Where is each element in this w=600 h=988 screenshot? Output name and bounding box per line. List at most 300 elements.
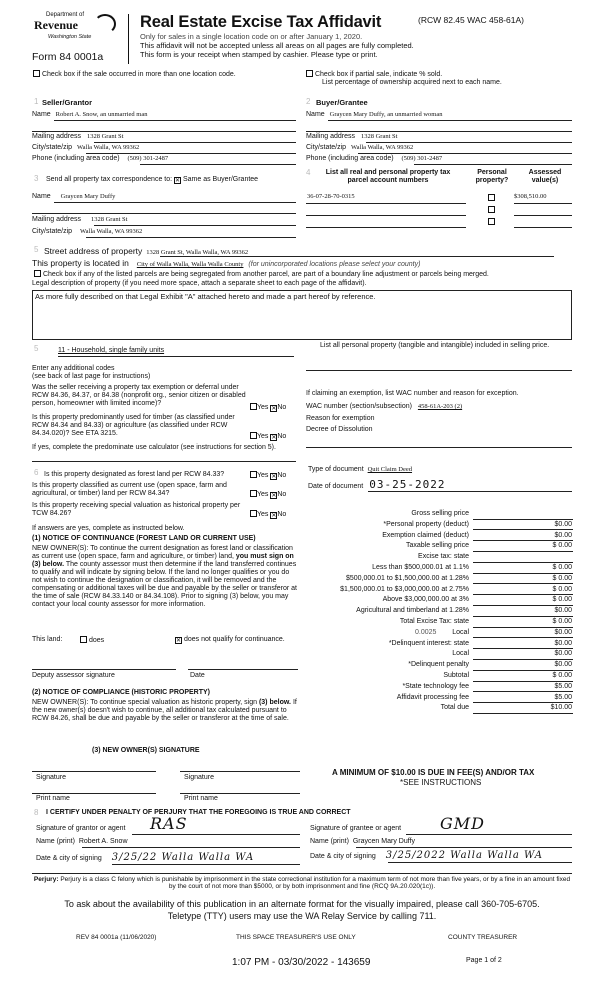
certify-heading: I CERTIFY UNDER PENALTY OF PERJURY THAT THE FOREGOING IS TRUE AND CORRECT bbox=[46, 809, 351, 816]
fee-value[interactable] bbox=[473, 553, 573, 563]
fee-amount: $0.00 bbox=[554, 639, 572, 647]
document-type-value[interactable]: Quit Claim Deed bbox=[367, 466, 413, 473]
does-not-option[interactable] bbox=[175, 636, 285, 644]
buyer-phone-value[interactable]: (509) 301-2487 bbox=[401, 155, 443, 162]
fee-amount: $5.00 bbox=[554, 682, 572, 690]
deputy-date-line bbox=[188, 669, 298, 670]
notice-compliance-title: (2) NOTICE OF COMPLIANCE (HISTORIC PROPERTY) bbox=[32, 689, 210, 696]
reason-label: Reason for exemption bbox=[306, 415, 375, 422]
yes-label: Yes bbox=[257, 433, 269, 440]
fee-label: *Delinquent penalty bbox=[408, 661, 469, 669]
fee-amount: $0.00 bbox=[554, 650, 572, 658]
fee-label: Total due bbox=[440, 704, 469, 712]
buyer-extra-line bbox=[306, 131, 572, 132]
fee-amount: $5.00 bbox=[554, 693, 572, 701]
fee-label: $500,000.01 to $1,500,000.00 at 1.28% bbox=[346, 574, 469, 582]
fee-label: Local bbox=[452, 650, 469, 658]
fee-value[interactable] bbox=[473, 596, 573, 606]
fee-label: Affidavit processing fee bbox=[396, 693, 469, 701]
sec5-divider bbox=[32, 461, 296, 462]
seller-phone-row bbox=[32, 155, 168, 163]
current-use-no-checkbox[interactable]: ✕ bbox=[271, 493, 277, 499]
fee-row bbox=[305, 650, 575, 661]
fee-label: Less than $500,000.01 at 1.1% bbox=[372, 564, 469, 571]
grantee-name-row bbox=[310, 838, 415, 846]
buyer-mailing-line bbox=[366, 142, 572, 143]
fee-row bbox=[305, 532, 575, 543]
grantor-name-row bbox=[36, 838, 128, 846]
parcel-line bbox=[306, 227, 466, 228]
owner-sig-line-1 bbox=[32, 771, 156, 772]
fee-amount: $0.00 bbox=[554, 607, 572, 615]
same-as-buyer-checkbox[interactable]: ✕ bbox=[175, 178, 181, 184]
seller-name-value[interactable]: Robert A. Snow, an unmarried man bbox=[55, 111, 148, 118]
buyer-name-row bbox=[306, 111, 442, 119]
grantor-date-value[interactable]: 3/25/22 Walla Walla WA bbox=[111, 852, 255, 863]
wac-row bbox=[306, 403, 462, 411]
section-number-5a: 5 bbox=[34, 245, 39, 254]
grantee-signature[interactable]: GMD bbox=[440, 814, 485, 833]
parcel-row-2 bbox=[306, 204, 572, 216]
partial-sale-label: Check box if partial sale, indicate % sold. bbox=[314, 71, 443, 78]
seller-mailing-value[interactable]: 1328 Grant St bbox=[86, 133, 124, 140]
fee-row bbox=[305, 694, 575, 705]
personal-property-list-label: List all personal property (tangible and intangible) included in selling price. bbox=[320, 342, 550, 349]
multi-location-checkbox[interactable] bbox=[33, 70, 40, 77]
logo-swoosh-icon bbox=[94, 14, 116, 34]
correspondence-city-label: City/state/zip bbox=[32, 228, 73, 235]
fee-amount: $0.00 bbox=[554, 531, 572, 539]
correspondence-mailing-label: Mailing address bbox=[32, 216, 82, 223]
logo-dept-line: Department of bbox=[46, 12, 85, 18]
current-use-yes-checkbox[interactable] bbox=[250, 490, 257, 497]
segregated-check[interactable] bbox=[34, 270, 574, 279]
fee-row bbox=[305, 542, 575, 553]
page-title: Real Estate Excise Tax Affidavit bbox=[140, 13, 382, 31]
section-number-6: 6 bbox=[34, 468, 39, 477]
personal-property-checkbox[interactable] bbox=[488, 218, 495, 225]
grantor-signature[interactable]: RAS bbox=[150, 814, 188, 833]
fee-amount: $ 0.00 bbox=[552, 585, 572, 593]
section-number-1: 1 bbox=[34, 97, 39, 106]
multi-location-label: Check box if the sale occurred in more than one location code. bbox=[41, 71, 236, 78]
fee-row bbox=[305, 629, 575, 640]
correspondence-mailing-value[interactable]: 1328 Grant St bbox=[90, 216, 128, 223]
grantor-sig-label: Signature of grantor or agent bbox=[36, 825, 126, 832]
partial-sale-hint: List percentage of ownership acquired next to each name. bbox=[322, 79, 502, 86]
segregated-checkbox[interactable] bbox=[34, 270, 41, 277]
parcel-number[interactable]: 36-07-28-70-0315 bbox=[307, 193, 355, 200]
grantee-sig-label: Signature of grantee or agent bbox=[310, 825, 402, 832]
notice-compliance-bold: (3) below. bbox=[258, 699, 291, 706]
fee-row bbox=[305, 564, 575, 575]
this-land-label: This land: bbox=[32, 636, 63, 643]
buyer-phone-row bbox=[306, 155, 442, 163]
parcel-assessed[interactable]: $308,510.00 bbox=[514, 193, 547, 200]
fee-value[interactable] bbox=[473, 542, 573, 552]
correspondence-city-value[interactable]: Walla Walla, WA 99362 bbox=[80, 228, 143, 235]
fee-value[interactable] bbox=[473, 640, 573, 650]
section-number-2: 2 bbox=[306, 97, 311, 106]
corr-city-line bbox=[86, 237, 296, 238]
document-date-row bbox=[308, 479, 445, 492]
fee-rate: 0.0025 bbox=[415, 628, 437, 636]
grantee-date-row bbox=[310, 850, 543, 862]
legal-description-text: As more fully described on that Legal Exhibit "A" attached hereto and made a part hereof by reference. bbox=[35, 292, 376, 301]
correspondence-row bbox=[46, 176, 258, 184]
revision: REV 84 0001a (11/06/2020) bbox=[76, 934, 157, 941]
additional-codes-label: Enter any additional codes bbox=[32, 365, 115, 372]
owner-name-line-2 bbox=[180, 793, 300, 794]
seller-extra-line bbox=[32, 131, 296, 132]
deputy-sig-line bbox=[32, 669, 176, 670]
fee-row bbox=[305, 661, 575, 672]
fee-label: Excise tax: state bbox=[418, 553, 469, 561]
pp-line-1 bbox=[306, 370, 572, 371]
fee-label: Subtotal bbox=[443, 672, 469, 679]
correspondence-name-label: Name bbox=[32, 193, 51, 200]
partial-sale-check[interactable] bbox=[306, 70, 442, 79]
header-subline-1: Only for sales in a single location code on or after January 1, 2020. bbox=[140, 32, 363, 41]
current-use-yes-no bbox=[250, 490, 286, 499]
located-row bbox=[32, 259, 420, 269]
grantee-sig-line bbox=[406, 834, 572, 835]
if-yes-note: If answers are yes, complete as instructed below. bbox=[32, 525, 185, 532]
correspondence-name-value[interactable]: Graycen Mary Duffy bbox=[60, 193, 116, 200]
wac-value[interactable]: 458-61A-203 (2) bbox=[417, 403, 463, 410]
assessed-line bbox=[514, 227, 572, 228]
seller-city-value[interactable]: Walla Walla, WA 99362 bbox=[77, 144, 140, 151]
seller-name-label: Name bbox=[32, 111, 51, 118]
fee-amount: $ 0.00 bbox=[552, 596, 572, 604]
buyer-city-value[interactable]: Walla Walla, WA 99362 bbox=[351, 144, 414, 151]
fee-label: Exemption claimed (deduct) bbox=[382, 531, 469, 539]
cashier-stamp: 1:07 PM - 03/30/2022 - 143659 bbox=[232, 957, 371, 968]
grantor-name-line bbox=[82, 847, 300, 848]
section-number-5b: 5 bbox=[34, 344, 39, 353]
personal-property-checkbox[interactable] bbox=[488, 206, 495, 213]
fee-label: $1,500,000.01 to $3,000,000.00 at 2.75% bbox=[340, 585, 469, 593]
fee-row bbox=[305, 672, 575, 683]
no-label: No bbox=[277, 472, 287, 479]
fee-amount: $0.00 bbox=[554, 628, 572, 636]
grantor-name-value[interactable]: Robert A. Snow bbox=[78, 838, 128, 845]
seller-phone-line bbox=[140, 164, 296, 165]
parcel-row-1 bbox=[306, 192, 572, 204]
forest-land-question: Is this property designated as forest land per RCW 84.33? bbox=[44, 471, 225, 478]
assessed-value-heading: Assessed value(s) bbox=[528, 169, 562, 185]
wac-label: WAC number (section/subsection) bbox=[306, 403, 412, 410]
fee-value[interactable] bbox=[473, 672, 573, 682]
fee-row bbox=[305, 510, 575, 521]
seller-city-line bbox=[86, 153, 296, 154]
no-label: No bbox=[277, 404, 287, 411]
street-address-value[interactable]: 1328 Grant St, Walla Walla, WA 99362 bbox=[146, 249, 249, 256]
fee-value[interactable] bbox=[473, 510, 573, 520]
grantor-date-label: Date & city of signing bbox=[36, 855, 102, 862]
yes-label: Yes bbox=[257, 511, 269, 518]
does-option[interactable] bbox=[80, 636, 104, 645]
treasurer-use-only: THIS SPACE TREASURER'S USE ONLY bbox=[236, 934, 356, 941]
buyer-city-label: City/state/zip bbox=[306, 144, 347, 151]
does-not-checkbox[interactable]: ✕ bbox=[176, 638, 182, 644]
fee-amount: $ 0.00 bbox=[552, 618, 572, 625]
correspondence-city-row bbox=[32, 228, 142, 236]
document-type-label: Type of document bbox=[308, 466, 364, 473]
personal-property-heading: Personal property? bbox=[475, 169, 509, 185]
grantee-date-line bbox=[388, 862, 572, 863]
fee-label: Above $3,000,000.00 at 3% bbox=[382, 596, 469, 604]
fee-row bbox=[305, 596, 575, 607]
perjury-notice bbox=[32, 876, 572, 891]
seller-heading: Seller/Grantor bbox=[42, 98, 93, 107]
multi-location-check[interactable] bbox=[33, 70, 236, 79]
historical-yes-no bbox=[250, 510, 286, 519]
fee-row bbox=[305, 683, 575, 694]
buyer-name-line bbox=[328, 120, 572, 121]
located-hint: (for unincorporated locations please select your county) bbox=[248, 261, 421, 268]
notice-compliance-body bbox=[32, 699, 300, 723]
buyer-city-row bbox=[306, 144, 413, 152]
fee-label: *Delinquent interest: state bbox=[388, 639, 469, 647]
footer-divider bbox=[32, 873, 572, 874]
yes-label: Yes bbox=[257, 404, 269, 411]
exemption-yes-no bbox=[250, 403, 286, 412]
grantee-date-label: Date & city of signing bbox=[310, 853, 376, 860]
section-number-3: 3 bbox=[34, 174, 39, 183]
perjury-text: Perjury is a class C felony which is punishable by imprisonment in the state correctional institution for a maximum term of not more than five years, or by a fine in an amount fixed by the court of not more than $5000, or by both imprisonment and fine (RCQ 9A.20.020(1c)). bbox=[60, 876, 571, 891]
additional-codes-hint: (see back of last page for instructions) bbox=[32, 373, 151, 380]
buyer-mailing-row bbox=[306, 133, 397, 141]
owner-name-line-1 bbox=[32, 793, 156, 794]
buyer-city-line bbox=[358, 153, 572, 154]
forest-no-checkbox[interactable]: ✕ bbox=[271, 474, 277, 480]
timber-no-checkbox[interactable]: ✕ bbox=[271, 435, 277, 441]
correspondence-name-row bbox=[32, 193, 115, 201]
fee-row bbox=[305, 521, 575, 532]
historical-question: Is this property receiving special valuation as historical property per TCW 84.26? bbox=[32, 502, 241, 518]
notice-continuance-title: (1) NOTICE OF CONTINUANCE (FOREST LAND OR CURRENT USE) bbox=[32, 535, 256, 542]
reason-line bbox=[306, 447, 572, 448]
fee-row bbox=[305, 704, 575, 715]
buyer-phone-line bbox=[414, 164, 572, 165]
fee-amount: $10.00 bbox=[550, 704, 572, 712]
fee-row bbox=[305, 618, 575, 629]
yes-label: Yes bbox=[257, 491, 269, 498]
grantee-date-value[interactable]: 3/25/2022 Walla Walla WA bbox=[385, 850, 543, 861]
fee-value[interactable] bbox=[473, 618, 573, 628]
partial-sale-checkbox[interactable] bbox=[306, 70, 313, 77]
use-code-value[interactable]: 11 - Household, single family units bbox=[58, 347, 165, 354]
fee-value[interactable] bbox=[473, 650, 573, 660]
does-checkbox[interactable] bbox=[80, 636, 87, 643]
predominate-use-note: If yes, complete the predominate use calculator (see instructions for section 5). bbox=[32, 444, 276, 451]
fee-value[interactable] bbox=[473, 564, 573, 574]
parcel-row-3 bbox=[306, 216, 572, 228]
no-label: No bbox=[277, 511, 287, 518]
new-owner-signature-heading: (3) NEW OWNER(S) SIGNATURE bbox=[92, 747, 200, 754]
buyer-name-label: Name bbox=[306, 111, 325, 118]
historical-no-checkbox[interactable]: ✕ bbox=[271, 513, 277, 519]
owner-signature-label-2: Signature bbox=[184, 774, 214, 781]
grantor-date-line bbox=[112, 864, 300, 865]
document-date-line bbox=[368, 491, 572, 492]
owner-signature-label-1: Signature bbox=[36, 774, 66, 781]
fee-row bbox=[305, 586, 575, 597]
header-subline-2: This affidavit will not be accepted unless all areas on all pages are fully completed. bbox=[140, 41, 414, 50]
grantee-name-value[interactable]: Graycen Mary Duffy bbox=[352, 838, 415, 845]
exemption-wac-label: If claiming an exemption, list WAC number and reason for exception. bbox=[306, 390, 519, 397]
fee-value[interactable] bbox=[473, 607, 573, 617]
header-subline-3: This form is your receipt when stamped by cashier. Please type or print. bbox=[140, 50, 378, 59]
yes-label: Yes bbox=[257, 472, 269, 479]
owner-sig-line-2 bbox=[180, 771, 300, 772]
notice-continuance-a: NEW OWNER(S): To continue the current designation as forest land or classification as current use (open space, farm and agriculture, or timber) land, bbox=[32, 545, 293, 561]
exemption-yes-checkbox[interactable] bbox=[250, 403, 257, 410]
deputy-date-label: Date bbox=[190, 672, 205, 679]
fee-amount: $ 0.00 bbox=[552, 542, 572, 550]
header-divider bbox=[128, 14, 129, 64]
parcel-heading-2: parcel account numbers bbox=[347, 177, 429, 185]
fee-row bbox=[305, 640, 575, 651]
fee-amount: $ 0.00 bbox=[552, 564, 572, 571]
exemption-no-checkbox[interactable]: ✕ bbox=[271, 406, 277, 412]
fee-value[interactable] bbox=[473, 683, 573, 693]
seller-mailing-label: Mailing address bbox=[32, 133, 82, 140]
buyer-phone-label: Phone (including area code) bbox=[306, 155, 394, 162]
document-type-row bbox=[308, 466, 412, 474]
grantee-name-label: Name (print) bbox=[310, 838, 349, 845]
fee-value[interactable] bbox=[473, 704, 573, 714]
page-number: Page 1 of 2 bbox=[466, 957, 502, 964]
timber-yes-no bbox=[250, 432, 286, 441]
seller-city-row bbox=[32, 144, 139, 152]
fee-value[interactable] bbox=[473, 521, 573, 531]
fee-label: Taxable selling price bbox=[405, 542, 469, 550]
seller-mailing-line bbox=[94, 142, 296, 143]
reason-value[interactable]: Decree of Dissolution bbox=[306, 426, 373, 433]
corr-extra-line bbox=[32, 213, 296, 214]
fee-amount: $ 0.00 bbox=[552, 574, 572, 582]
notice-continuance-body bbox=[32, 545, 300, 609]
perjury-bold: Perjury: bbox=[33, 876, 59, 883]
located-value[interactable]: City of Walla Walla, Walla Walla County bbox=[136, 261, 244, 268]
same-as-buyer-label: Same as Buyer/Grantee bbox=[182, 176, 259, 183]
historical-yes-checkbox[interactable] bbox=[250, 510, 257, 517]
segregated-label: Check box if any of the listed parcels are being segregated from another parcel, are part of a boundary line adjustment or parcels being merged. bbox=[42, 271, 489, 278]
fee-row bbox=[305, 553, 575, 564]
buyer-mailing-label: Mailing address bbox=[306, 133, 356, 140]
fee-value[interactable] bbox=[473, 694, 573, 704]
fee-value[interactable] bbox=[473, 532, 573, 542]
seller-mailing-row bbox=[32, 133, 123, 141]
seller-name-line bbox=[54, 120, 296, 121]
fee-value[interactable] bbox=[473, 586, 573, 596]
fee-amount: $0.00 bbox=[554, 661, 572, 669]
grantor-name-label: Name (print) bbox=[36, 838, 75, 845]
does-label: does bbox=[88, 637, 105, 644]
fee-row bbox=[305, 575, 575, 586]
seller-phone-value[interactable]: (509) 301-2487 bbox=[127, 155, 169, 162]
fee-label: Agricultural and timberland at 1.28% bbox=[356, 607, 469, 615]
buyer-mailing-value[interactable]: 1328 Grant St bbox=[360, 133, 398, 140]
forest-yes-checkbox[interactable] bbox=[250, 471, 257, 478]
owner-print-name-label-1: Print name bbox=[36, 795, 70, 802]
fee-value[interactable] bbox=[473, 575, 573, 585]
notice-compliance-a: NEW OWNER(S): To continue special valuation as historic property, sign bbox=[32, 699, 257, 706]
located-label: This property is located in bbox=[32, 258, 129, 268]
does-not-label: does not qualify for continuance. bbox=[183, 636, 285, 643]
legal-description-box[interactable] bbox=[32, 290, 572, 340]
correspondence-mailing-row bbox=[32, 216, 127, 224]
corr-mailing-line bbox=[94, 225, 296, 226]
dor-logo bbox=[34, 12, 124, 50]
notice-compliance-b: If the new owner(s) doesn't wish to continue, all additional tax calculated pursuant to RCW 84.26, shall be due and payable by the seller or transferor at the time of sale. bbox=[32, 699, 297, 723]
exemption-question: Was the seller receiving a property tax exemption or deferral under RCW 84.36, 84.37, or 84.38 (nonprofit org., senior citizen or disabled person, homeowner with limited income)? bbox=[32, 384, 246, 408]
notice-continuance-bold: you must sign on (3) below. bbox=[32, 553, 294, 569]
buyer-name-value[interactable]: Graycen Mary Duffy, an unmarried woman bbox=[329, 111, 443, 118]
timber-yes-checkbox[interactable] bbox=[250, 432, 257, 439]
grantor-date-row bbox=[36, 852, 254, 864]
alt-format-line-1: To ask about the availability of this publication in an alternate format for the visually impaired, please call 360-705-6705. bbox=[64, 899, 540, 909]
fee-amount: $0.00 bbox=[554, 520, 572, 528]
seller-phone-label: Phone (including area code) bbox=[32, 155, 120, 162]
logo-state: Washington State bbox=[48, 34, 92, 40]
fee-label: *Personal property (deduct) bbox=[383, 520, 469, 528]
alt-format-line-2: Teletype (TTY) users may use the WA Relay Service by calling 711. bbox=[167, 911, 437, 921]
grantee-name-line bbox=[356, 847, 572, 848]
owner-print-name-label-2: Print name bbox=[184, 795, 218, 802]
rcw-reference: (RCW 82.45 WAC 458-61A) bbox=[418, 15, 524, 25]
fee-label: Total Excise Tax: state bbox=[399, 618, 469, 625]
fee-label: *State technology fee bbox=[402, 682, 469, 690]
street-address-label: Street address of property bbox=[44, 246, 143, 256]
section-number-4: 4 bbox=[306, 168, 311, 177]
forest-yes-no bbox=[250, 471, 286, 480]
document-date-value[interactable]: 03-25-2022 bbox=[369, 478, 446, 491]
buyer-heading: Buyer/Grantee bbox=[316, 98, 368, 107]
parcel-heading-1: List all real and personal property tax bbox=[325, 169, 451, 176]
section-number-8: 8 bbox=[34, 808, 39, 817]
form-number: Form 84 0001a bbox=[32, 51, 104, 63]
fee-row bbox=[305, 607, 575, 618]
fee-amount: $ 0.00 bbox=[552, 672, 572, 679]
current-use-question: Is this property classified as current use (open space, farm and agricultural, or timber) land per RCW 84.34? bbox=[32, 482, 227, 498]
logo-revenue: Revenue bbox=[34, 18, 78, 32]
correspondence-label: Send all property tax correspondence to: bbox=[46, 176, 173, 183]
deputy-signature-label: Deputy assessor signature bbox=[32, 672, 115, 679]
grantor-sig-line bbox=[132, 834, 300, 835]
legal-label: Legal description of property (if you need more space, attach a separate sheet to each page of the affidavit). bbox=[32, 280, 367, 287]
county-treasurer: COUNTY TREASURER bbox=[448, 934, 518, 941]
notice-continuance-b: The county assessor must then determine if the land transferred continues to qualify and will indicate by signing below. If the land no longer qualifies or you do not wish to continue the designation or classification, it will be removed and the compensating or additional taxes will be due and payable by the seller or transferor at the time of sale (RCW 84.33.140 or 84.34.108). Prior to signing (3) below, you may contact your local county assessor for more information. bbox=[32, 561, 297, 609]
fee-label: Local bbox=[452, 628, 469, 636]
personal-property-checkbox[interactable] bbox=[488, 194, 495, 201]
fee-label: Gross selling price bbox=[411, 510, 469, 517]
fee-value[interactable] bbox=[473, 661, 573, 671]
no-label: No bbox=[277, 433, 287, 440]
seller-name-row bbox=[32, 111, 296, 119]
no-label: No bbox=[277, 491, 287, 498]
use-code-line bbox=[58, 356, 294, 357]
street-line bbox=[160, 256, 554, 257]
timber-question: Is this property predominantly used for timber (as classified under RCW 84.34 and 84.33) or agriculture (as classified under RCW 84.34.020)? See ETA 3215. bbox=[32, 414, 235, 438]
document-date-label: Date of document bbox=[308, 483, 364, 490]
minimum-due: A MINIMUM OF $10.00 IS DUE IN FEE(S) AND/OR TAX bbox=[332, 768, 535, 777]
parcel-heading bbox=[308, 169, 468, 185]
corr-name-line bbox=[54, 202, 296, 203]
see-instructions: *SEE INSTRUCTIONS bbox=[400, 778, 482, 787]
